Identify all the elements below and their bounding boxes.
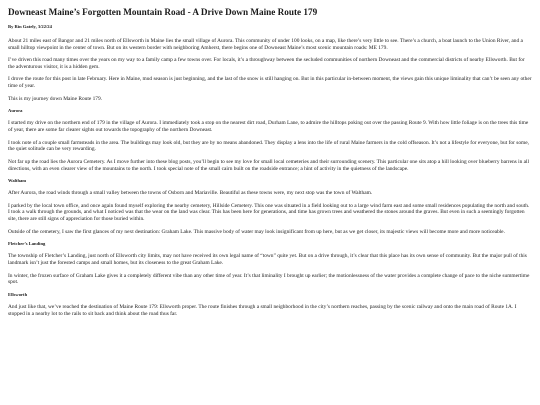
article-body — [8, 38, 532, 318]
article-byline: By Rin Gately, 3/22/24 — [8, 24, 52, 29]
section-heading: Waltham — [8, 177, 27, 183]
paragraph: I started my drive on the northern end of 179 in the village of Aurora. I immediately took a stop on the nearest dirt road, Durham Lane, to admire the hilltops poking out over the passing Route 9. With how little foliage is on the trees this time of year, there are some far clearer sights out towards the topography of the northern Downeast. — [8, 120, 529, 134]
paragraph: I took note of a couple small farmsteads in the area. The buildings may look old, but they are by no means abandoned. They display a lens into the life of rural Maine farmers in the cold offseason. It’s not a lifestyle for everyone, but for some, the quiet solitude can be very rewarding. — [8, 139, 529, 153]
paragraph: About 21 miles east of Bangor and 21 miles north of Ellsworth in Maine lies the small village of Aurora. This community of under 100 looks, on a map, like there’s very little to see. There’s a church, a boat launch to the Union River, and a small hilltop viewpoint in the center of town. But on its western border with neighboring Amherst, there begins one of Downeast Maine’s most scenic mountain roads: ME 179. — [8, 38, 523, 51]
paragraph: Not far up the road lies the Aurora Cemetery. As I move further into these blog posts, you’ll begin to see my love for small local cemeteries and their surrounding scenery. This particular one sits atop a hill looking over blueberry barrens in all directions, with an even clearer view of the mountains to the north. I took special note of the small cairn built on the roadside entrance; a hint of activity in the quietness of the landscape. — [8, 158, 530, 172]
paragraph: Outside of the cemetery, I saw the first glances of my next destination: Graham Lake. This massive body of water may look insignificant from up here, but as we get closer, its majestic views will become more and more noticeable. — [8, 228, 505, 235]
paragraph: I drove the route for this post in late February. Here in Maine, mud season is just beginning, and the last of the snow is still hanging on. But in this particular in-between moment, the views gain this unique liminality that can’t be seen any other time of year. — [8, 76, 532, 90]
section-heading: Ellsworth — [8, 291, 28, 297]
paragraph: I parked by the local town office, and once again found myself exploring the nearby cemetery, Hillside Cemetery. This one was situated in a field looking out to a large wind farm east and some small residences populating the north and south. I took a walk through the grounds, and what I noticed was that the wear on the land was clear. This has been here for generations, and time has grown trees and weathered the stones around the graves. But even in such a seemingly forgotten site, there are still signs of appreciation for those buried within. — [8, 202, 530, 223]
paragraph: I’ve driven this road many times over the years on my way to a family camp a few towns over. For locals, it’s a throughway between the secluded communities of northern Downeast and the commercial districts of nearby Ellsworth. But for the adventurous visitor, it is a hidden gem. — [8, 57, 525, 70]
section-heading: Aurora — [8, 107, 23, 113]
paragraph: And just like that, we’ve reached the destination of Maine Route 179: Ellsworth proper. The route finishes through a small neighborhood in the city’s northern reaches, passing by the scenic railway and onto the main road of Route 1A. I stopped in a nearby lot to the rails to sit back and think about the road thus far. — [8, 304, 517, 318]
section-heading: Fletcher’s Landing — [8, 241, 46, 247]
paragraph: In winter, the frozen surface of Graham Lake gives it a completely different vibe than any other time of year. It’s that liminality I brought up earlier; the motionlessness of the water provides a complete change of pace to the niche summertime spot. — [8, 272, 530, 286]
paragraph: This is my journey down Maine Route 179. — [8, 95, 103, 102]
paragraph: The township of Fletcher’s Landing, just north of Ellsworth city limits, may not have received its own legal name of “town” quite yet. But on a drive through, it’s clear that this place has its own sense of community. But the major pull of this landmark isn’t just the forested camps and small homes, but its closeness to the great Graham Lake. — [8, 253, 527, 267]
paragraph: After Aurora, the road winds through a small valley between the towns of Osborn and Mariaville. Beautiful as these towns were, my next stop was the town of Waltham. — [8, 190, 373, 197]
article-title: Downeast Maine’s Forgotten Mountain Road - A Drive Down Maine Route 179 — [8, 7, 318, 17]
